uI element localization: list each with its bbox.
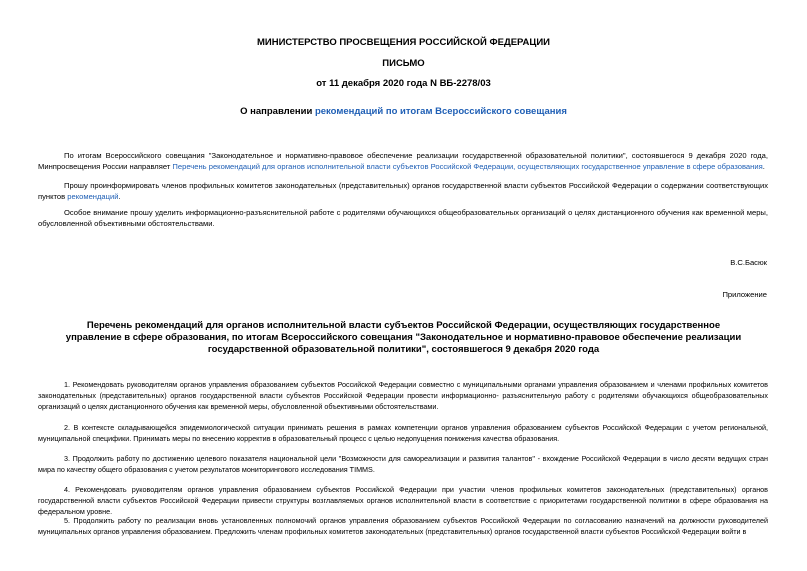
recommendation-item-2: 2. В контексте складывающейся эпидемиологической ситуации принимать решения в рамках компетенции органов управления образованием субъектов Российской Федерации с учетом региональной, муниципальной специфики. Принимать меры по внесению корректив в образовательный процесс с целью недопущения понижения качества образования. <box>38 423 768 443</box>
subject-prefix: О направлении <box>240 106 315 117</box>
document-type: ПИСЬМО <box>382 58 425 69</box>
annex-label: Приложение <box>722 290 767 299</box>
signature-name: В.С.Басюк <box>730 258 767 267</box>
document-dateline: от 11 декабря 2020 года N ВБ-2278/03 <box>316 78 491 89</box>
paragraph-3: Особое внимание прошу уделить информационно-разъяснительной работе с родителями обучающихся общеобразовательных организаций о целях дистанционного обучения как временной меры, обусловленной объективными обстоятельствами. <box>38 208 768 229</box>
recommendation-item-5: 5. Продолжить работу по реализации вновь установленных полномочий органов управления образованием субъектов Российской Федерации по согласованию назначений на должности руководителей муниципальных органов управления образованием. Предложить членам профильных комитетов законодательных (представительных) органов государственной власти субъектов Российской Федерации войти в <box>38 516 768 536</box>
recommendations-list-link[interactable]: Перечень рекомендаций для органов исполнительной власти субъектов Российской Федерации, осуществляющих государственное управление в сфере образования <box>172 162 763 172</box>
paragraph-1-text: По итогам Всероссийского совещания "Законодательное и нормативно-правовое обеспечение реализации государственной образовательной политики", состоявшегося 9 декабря 2020 года, Минпросвещения России направляет <box>38 151 768 172</box>
subject-link[interactable]: рекомендаций по итогам Всероссийского совещания <box>314 106 567 117</box>
paragraph-2-end: . <box>118 192 121 202</box>
paragraph-2 <box>38 180 768 202</box>
recommendation-item-4: 4. Рекомендовать руководителям органов управления образованием субъектов Российской Федерации при участии членов профильных комитетов законодательных (представительных) органов государственной власти субъектов Российской Федерации привести структуры возглавляемых органов исполнительной власти в соответствие с приоритетами государственной политики в сфере образования на федеральном уровне. <box>38 485 768 516</box>
paragraph-1 <box>38 150 768 172</box>
paragraph-1-end: . <box>762 162 765 172</box>
annex-title: Перечень рекомендаций для органов исполнительной власти субъектов Российской Федерации, осуществляющих государственное управление в сфере образования, по итогам Всероссийского совещания "Законодательное и нормативно-правовое обеспечение реализации государственной образовательной политики", состоявшегося 9 декабря 2020 года <box>65 320 742 355</box>
document-subject <box>0 106 807 117</box>
recommendation-item-1: 1. Рекомендовать руководителям органов управления образованием субъектов Российской Федерации совместно с муниципальными органами управления образованием и членами профильных комитетов законодательных (представительных) органов государственной власти субъектов Российской Федерации провести информационно- разъяснительную работу с родителями обучающихся общеобразовательных организаций о целях дистанционного обучения как временной меры, обусловленной объективными обстоятельствами. <box>38 380 768 411</box>
recommendation-item-3: 3. Продолжить работу по достижению целевого показателя национальной цели "Возможности для самореализации и развития талантов" - вхождение Российской Федерации в число десяти ведущих стран мира по качеству общего образования с учетом результатов мониторингового исследования TIMMS. <box>38 454 768 474</box>
ministry-heading: МИНИСТЕРСТВО ПРОСВЕЩЕНИЯ РОССИЙСКОЙ ФЕДЕРАЦИИ <box>256 37 551 48</box>
recommendations-link[interactable]: рекомендаций <box>67 192 119 202</box>
paragraph-2-text: Прошу проинформировать членов профильных комитетов законодательных (представительных) органов государственной власти субъектов Российской Федерации о содержании соответствующих пунктов <box>38 181 768 202</box>
